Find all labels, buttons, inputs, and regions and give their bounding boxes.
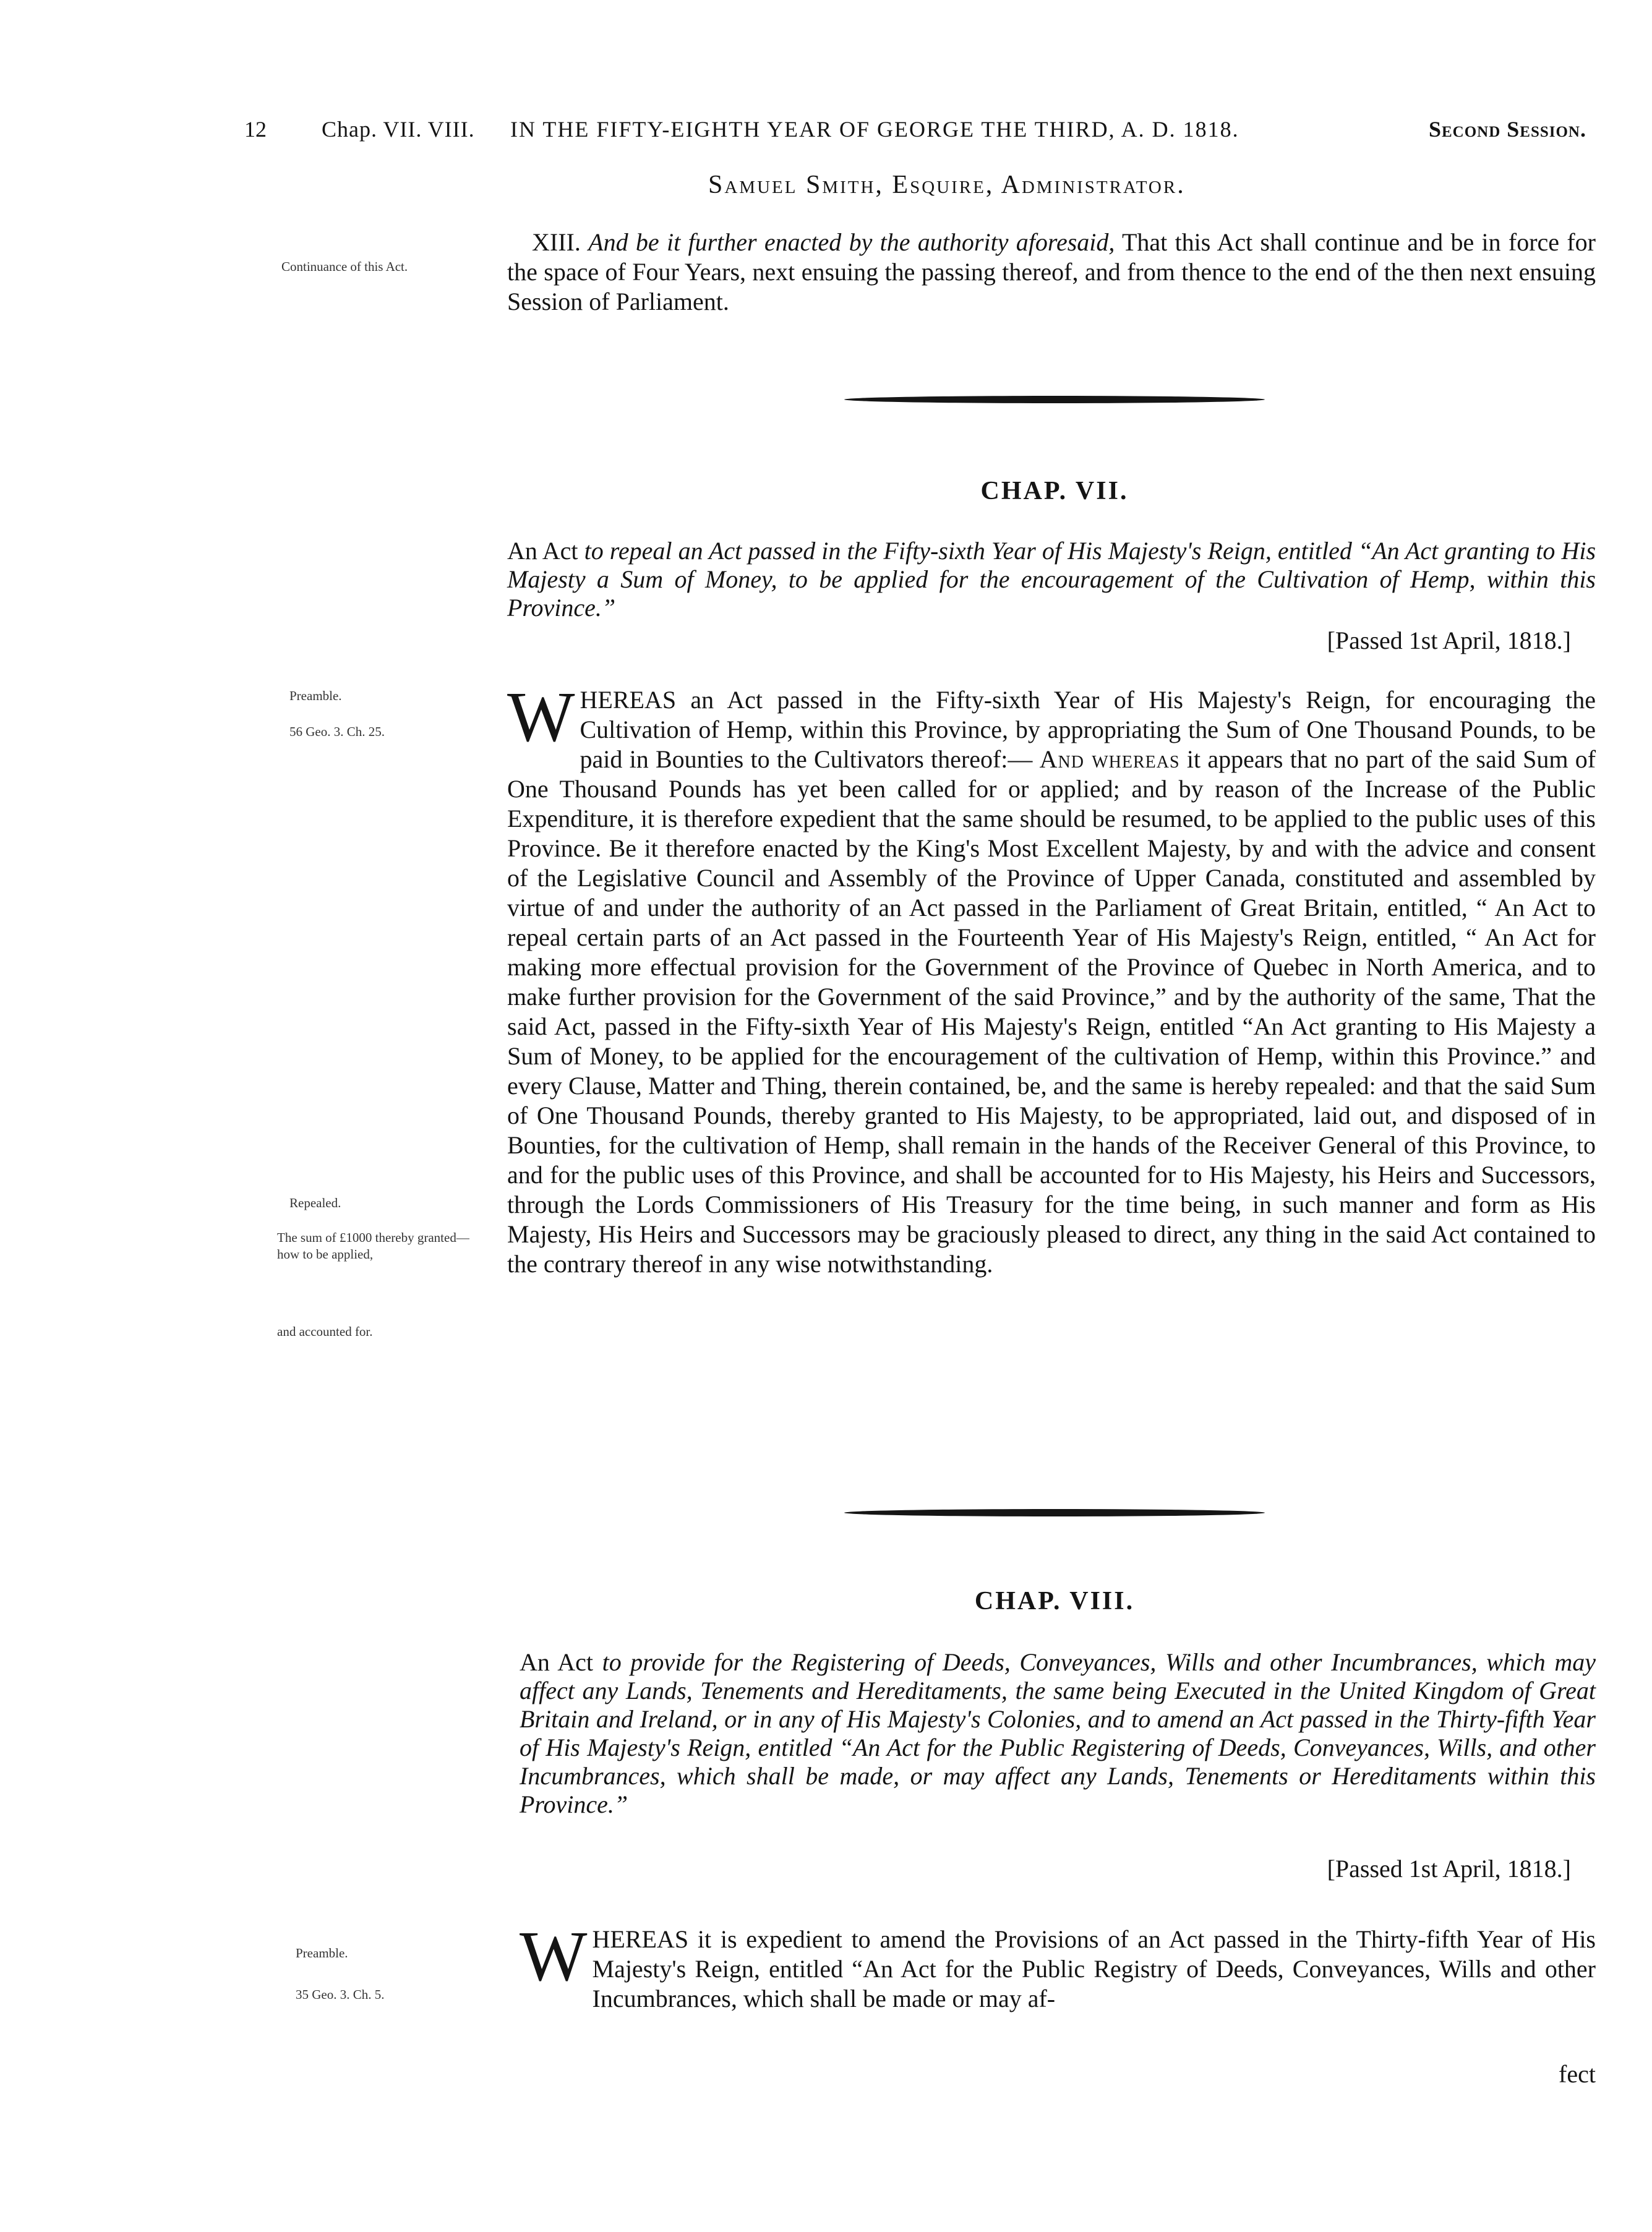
- enacting-phrase: And be it further enacted by the authority aforesaid,: [588, 228, 1115, 256]
- catchword: fect: [1559, 2060, 1596, 2088]
- chap-viii-passed-date: [Passed 1st April, 1818.]: [1327, 1855, 1571, 1883]
- chap-vii-heading: CHAP. VII.: [980, 477, 1129, 505]
- margin-note-repealed: Repealed.: [289, 1195, 341, 1210]
- chap-vii-title: [507, 537, 1596, 622]
- chap-viii-title: [520, 1648, 1596, 1819]
- body-rest: it appears that no part of the said Sum of One Thousand Pounds has yet been called for or applied; and by reason of the Increase of the Public Expenditure, it is therefore expedient that the same should be resumed, to be applied to the public uses of this Province. Be it therefore enacted by the King's Most Excellent Majesty, by and with the advice and consent of the Legislative Council and Assembly of the Province of Upper Canada, constituted and assembled by virtue of and under the authority of an Act passed in the Parliament of Great Britain, entitled, “ An Act to repeal certain parts of an Act passed in the Fourteenth Year of His Majesty's Reign, entitled, “ An Act for making more effectual provision for the Government of the Province of Quebec in North America, and to make further provision for the Government of the said Province,” and by the authority of the same, That the said Act, passed in the Fifty-sixth Year of His Majesty's Reign, entitled “An Act granting to His Majesty a Sum of Money, to be applied for the encouragement of the cultivation of Hemp, within this Province.” and every Clause, Matter and Thing, therein contained, be, and the same is hereby repealed: and that the said Sum of One Thousand Pounds, thereby granted to His Majesty, to be appropriated, laid out, and disposed of in Bounties, for the cultivation of Hemp, shall remain in the hands of the Receiver General of this Province, to and for the public uses of this Province, and shall be accounted for to His Majesty, his Heirs and Successors, through the Lords Commissioners of His Treasury for the time being, in such manner and form as His Majesty, His Heirs and Successors may be graciously pleased to direct, any thing in the said Act contained to the contrary thereof in any wise notwithstanding.: [507, 745, 1596, 1278]
- act-title-text: to repeal an Act passed in the Fifty-sixth Year of His Majesty's Reign, entitled “An Act granting to His Majesty a Sum of Money, to be applied for the encouragement of the Cultivation of Hemp, within this Province.”: [507, 537, 1596, 622]
- section-text: That this Act shall continue and be in force for the space of Four Years, next ensuing the passing thereof, and from thence to the end of the then next ensuing Session of Parliament.: [507, 228, 1596, 315]
- section-divider-rule: [844, 1509, 1265, 1516]
- act-title-text: to provide for the Registering of Deeds, Conveyances, Wills and other Incumbrances, which may affect any Lands, Tenements and Hereditaments, the same being Executed in the United Kingdom of Great Britain and Ireland, or in any of His Majesty's Colonies, and to amend an Act passed in the Thirty-fifth Year of His Majesty's Reign, entitled “An Act for the Public Registering of Deeds, Conveyances, Wills, and other Incumbrances, which shall be made, or may affect any Lands, Tenements or Hereditaments within this Province.”: [520, 1648, 1596, 1818]
- body-text: HEREAS it is expedient to amend the Provisions of an Act passed in the Thirty-fifth Year of His Majesty's Reign, entitled “An Act for the Public Registry of Deeds, Conveyances, Wills and other Incumbrances, which shall be made or may af-: [592, 1925, 1596, 2012]
- and-whereas: And whereas: [1039, 745, 1180, 773]
- body-start: HEREAS an Act passed in the Fifty-sixth Year of His Majesty's Reign, for encouraging the Cultivation of Hemp, within this Province, by appropriating the Sum of One Thousand Pounds, to be paid in Bounties to the Cultivators thereof:—: [580, 686, 1596, 773]
- running-title: IN THE FIFTY-EIGHTH YEAR OF GEORGE THE THIRD, A. D. 1818.: [510, 117, 1239, 142]
- drop-cap: W: [520, 1917, 588, 1996]
- margin-note-continuance: Continuance of this Act.: [281, 259, 408, 274]
- section-xiii-paragraph: [507, 228, 1596, 317]
- session-label: Second Session.: [1428, 117, 1586, 142]
- margin-note-citation: 56 Geo. 3. Ch. 25.: [289, 724, 385, 739]
- administrator-line: Samuel Smith, Esquire, Administrator.: [708, 171, 1186, 199]
- margin-note-accounted: and accounted for.: [277, 1324, 373, 1339]
- chap-viii-body: [520, 1917, 1596, 2014]
- margin-note-preamble: Preamble.: [296, 1946, 348, 1960]
- margin-note-preamble: Preamble.: [289, 688, 342, 703]
- section-number: XIII.: [532, 228, 581, 256]
- margin-note-citation: 35 Geo. 3. Ch. 5.: [296, 1987, 385, 2002]
- chap-vii-passed-date: [Passed 1st April, 1818.]: [1327, 626, 1571, 654]
- header-chapters: Chap. VII. VIII.: [322, 117, 475, 142]
- act-title-lead: An Act: [507, 537, 578, 565]
- running-header: [244, 116, 1605, 147]
- drop-cap: W: [507, 678, 575, 757]
- act-title-lead: An Act: [520, 1648, 593, 1676]
- chap-viii-heading: CHAP. VIII.: [974, 1587, 1135, 1615]
- page-number: 12: [244, 117, 267, 142]
- chap-vii-body: [507, 678, 1596, 1279]
- margin-note-sum: The sum of £1000 thereby granted—how to be applied,: [277, 1230, 469, 1262]
- section-divider-rule: [844, 396, 1265, 403]
